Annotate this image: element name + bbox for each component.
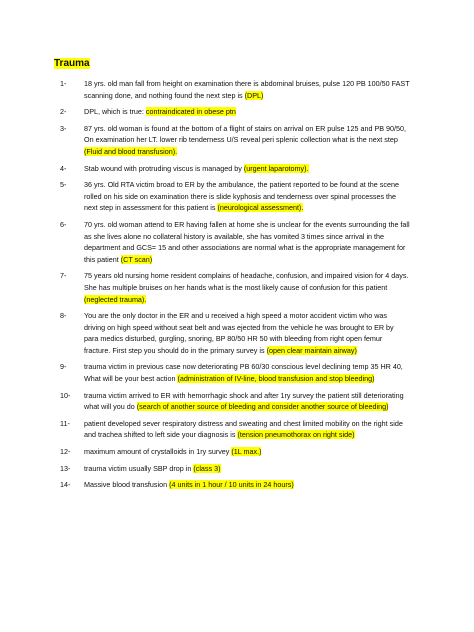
question-text: maximum amount of crystalloids in 1ry survey [84, 447, 232, 457]
question-text: trauma victim usually SBP drop in [84, 463, 194, 473]
answer-highlight: (administration of IV-line, blood transfusion and stop bleeding) [177, 374, 375, 384]
item-number: 8- [60, 311, 67, 321]
answer-highlight: (class 3) [193, 463, 221, 473]
answer-highlight: (Fluid and blood transfusion). [84, 146, 178, 156]
item-text [84, 361, 410, 384]
question-text: trauma victim arrived to ER with hemorrhagic shock and after 1ry survey the patient still deteriorating what will you do [84, 390, 404, 412]
answer-highlight: (tension pneumothorax on right side) [237, 430, 355, 440]
item-number: 1- [60, 79, 67, 88]
item-number: 2- [60, 107, 67, 117]
answer-highlight: (CT scan) [120, 254, 153, 264]
item-number: 12- [60, 447, 71, 457]
item-text [84, 78, 410, 101]
list-item [0, 463, 474, 475]
list-item [0, 78, 474, 101]
item-text [84, 479, 410, 491]
question-text: trauma victim in previous case now deteriorating PB 60/30 conscious level declining temp 35 HR 40, What will be your best action [84, 362, 403, 384]
answer-highlight: (1L max.) [231, 447, 262, 457]
answer-highlight: (open clear maintain airway) [266, 345, 357, 355]
item-number: 4- [60, 163, 67, 173]
list-item [0, 219, 474, 265]
list-item [0, 106, 474, 118]
item-text [84, 463, 410, 475]
item-number: 9- [60, 362, 67, 372]
list-item [0, 163, 474, 175]
answer-highlight: contraindicated in obese ptn [145, 107, 236, 117]
item-number: 13- [60, 463, 71, 473]
question-text: 36 yrs. Old RTA victim broad to ER by the ambulance, the patient reported to be found at the scene rolled on his side on examination there is slide kyphosis and tenderness over spinal processes the next step in assessment for this patient is [84, 180, 399, 213]
list-item [0, 310, 474, 356]
item-number: 7- [60, 271, 67, 281]
item-text [84, 163, 410, 175]
item-text [84, 446, 410, 458]
question-text: 75 years old nursing home resident complains of headache, confusion, and impaired vision for 4 days. She has multiple bruises on her hands what is the most likely cause of confusion for this patient [84, 271, 409, 292]
item-number: 11- [60, 418, 70, 428]
item-text [84, 390, 410, 413]
answer-highlight: (DPL) [244, 90, 264, 100]
item-text [84, 219, 410, 265]
question-list [0, 78, 474, 496]
item-text [84, 123, 410, 158]
item-number: 6- [60, 219, 67, 229]
item-number: 5- [60, 180, 67, 190]
item-text [84, 106, 410, 118]
list-item [0, 479, 474, 491]
item-number: 10- [60, 390, 71, 400]
item-number: 14- [60, 480, 71, 490]
question-text: Stab wound with protruding viscus is managed by [84, 163, 244, 173]
list-item [0, 446, 474, 458]
answer-highlight: (urgent laparotomy). [243, 163, 309, 173]
question-text: patient developed sever respiratory distress and sweating and chest limited mobility on the right side and trachea shifted to left side your diagnosis is [84, 418, 403, 440]
question-text: 87 yrs. old woman is found at the bottom of a flight of stairs on arrival on ER pulse 125 and PB 90/50, On examination her LT. lower rib tenderness U/S reveal peri splenic collection what is the next step [84, 123, 407, 145]
question-text: Massive blood transfusion [84, 480, 170, 490]
question-text: 18 yrs. old man fall from height on examination there is abdominal bruises, pulse 120 PB 100/50 FAST scanning done, and nothing found the next step is [84, 79, 410, 100]
list-item [0, 123, 474, 158]
list-item [0, 179, 474, 214]
item-number: 3- [60, 123, 67, 133]
question-text: 70 yrs. old woman attend to ER having fallen at home she is unclear for the events surrounding the fall as she lives alone no collateral history is available, she has vomited 3 times since arrival in the department and GCS= 15 and other associations are normal what is the appropriate management for this patient [84, 219, 410, 264]
list-item [0, 270, 474, 305]
list-item [0, 361, 474, 384]
answer-highlight: (search of another source of bleeding and consider another source of bleeding) [136, 402, 389, 412]
item-text [84, 310, 410, 356]
document-title: Trauma [54, 58, 90, 69]
list-item [0, 390, 474, 413]
item-text [84, 270, 410, 305]
item-text [84, 179, 410, 214]
question-text: You are the only doctor in the ER and u received a high speed a motor accident victim who was driving on high speed without seat belt and was ejected from the vehicle he was brought to ER by para medics disturbed, gurgling, snoring, BP 80/50 HR 50 with bleeding from right open femur fracture. First step you should do in the primary survey is [84, 311, 394, 355]
list-item [0, 418, 474, 441]
answer-highlight: (neglected trauma). [84, 294, 147, 304]
item-text [84, 418, 410, 441]
question-text: DPL, which is true: [84, 107, 146, 117]
answer-highlight: (neurological assessment). [217, 203, 304, 213]
answer-highlight: (4 units in 1 hour / 10 units in 24 hours) [169, 480, 294, 490]
